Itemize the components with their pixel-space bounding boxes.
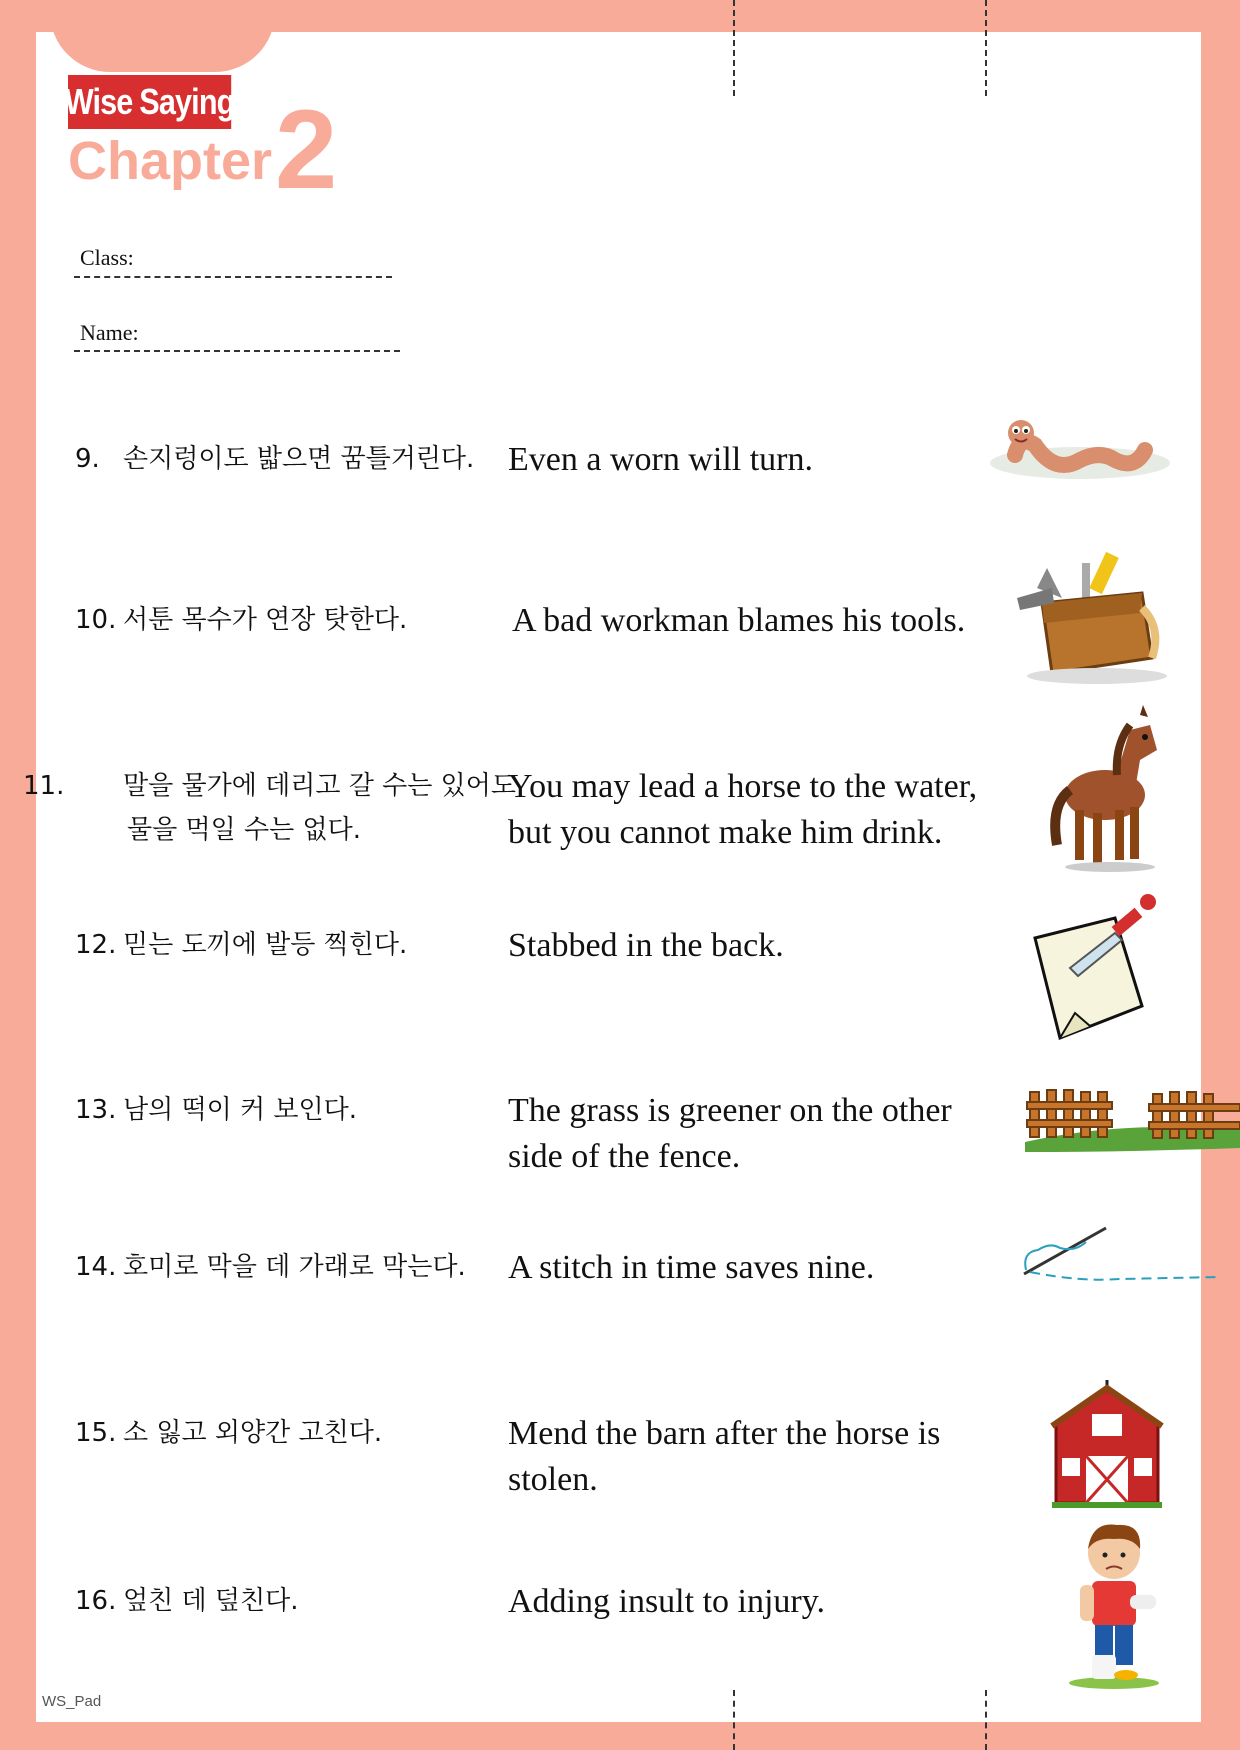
worm-icon bbox=[985, 415, 1170, 495]
proverb-number: 12. bbox=[75, 930, 117, 960]
korean-proverb bbox=[75, 598, 475, 642]
chapter-label: Chapter bbox=[68, 131, 273, 191]
injured-boy-icon bbox=[1062, 1515, 1167, 1690]
needle-icon bbox=[1020, 1222, 1230, 1282]
english-proverb: A stitch in time saves nine. bbox=[508, 1249, 875, 1286]
wise-saying-logo bbox=[64, 75, 235, 129]
fence-icon bbox=[1025, 1080, 1240, 1155]
dagger-icon bbox=[1030, 888, 1170, 1048]
korean-text: 믿는 도끼에 발등 찍힌다. bbox=[123, 930, 408, 960]
footer-label: WS_Pad bbox=[42, 1693, 102, 1710]
korean-proverb bbox=[75, 923, 475, 967]
class-field[interactable] bbox=[74, 276, 392, 278]
proverb-number: 10. bbox=[75, 605, 117, 635]
korean-proverb bbox=[75, 1088, 475, 1132]
proverb-number: 13. bbox=[75, 1095, 117, 1125]
cut-line bbox=[733, 1690, 735, 1750]
proverb-number: 9. bbox=[75, 444, 100, 474]
english-proverb: The grass is greener on the other side of the fence. bbox=[508, 1092, 952, 1175]
english-proverb: Even a worn will turn. bbox=[508, 441, 813, 478]
korean-text: 손지렁이도 밟으면 꿈틀거린다. bbox=[123, 444, 475, 474]
korean-text: 말을 물가에 데리고 갈 수는 있어도 물을 먹일 수는 없다. bbox=[123, 771, 516, 845]
proverb-number: 16. bbox=[75, 1586, 117, 1616]
korean-proverb bbox=[75, 1411, 475, 1455]
korean-text: 엎친 데 덮친다. bbox=[123, 1586, 299, 1616]
toolbox-icon bbox=[1012, 548, 1172, 688]
logo-left-text: Wise bbox=[64, 81, 133, 122]
chapter-number: 2 bbox=[275, 87, 338, 212]
proverb-number: 15. bbox=[75, 1418, 117, 1448]
korean-text: 호미로 막을 데 가래로 막는다. bbox=[123, 1252, 466, 1282]
header-tab bbox=[50, 0, 275, 72]
english-proverb: You may lead a horse to the water, but you cannot make him drink. bbox=[508, 768, 978, 851]
cut-line bbox=[985, 1690, 987, 1750]
logo-right-text: Saying bbox=[139, 81, 235, 122]
proverb-number: 14. bbox=[75, 1252, 117, 1282]
name-label: Name: bbox=[80, 320, 139, 345]
horse-icon bbox=[1045, 705, 1170, 875]
korean-proverb bbox=[75, 1245, 475, 1289]
english-proverb: Adding insult to injury. bbox=[508, 1583, 826, 1620]
barn-icon bbox=[1048, 1378, 1166, 1508]
korean-proverb bbox=[75, 1579, 475, 1623]
korean-text: 소 잃고 외양간 고친다. bbox=[123, 1418, 383, 1448]
korean-proverb bbox=[23, 764, 517, 852]
class-label: Class: bbox=[80, 245, 134, 270]
english-proverb: Mend the barn after the horse is stolen. bbox=[508, 1415, 941, 1498]
korean-text: 남의 떡이 커 보인다. bbox=[123, 1095, 357, 1125]
proverb-number: 11. bbox=[23, 771, 65, 801]
english-proverb: Stabbed in the back. bbox=[508, 927, 784, 964]
name-field[interactable] bbox=[74, 350, 400, 352]
korean-text: 서툰 목수가 연장 탓한다. bbox=[123, 605, 408, 635]
korean-proverb bbox=[75, 437, 475, 481]
cut-line bbox=[733, 0, 735, 96]
english-proverb: A bad workman blames his tools. bbox=[512, 602, 966, 639]
cut-line bbox=[985, 0, 987, 96]
